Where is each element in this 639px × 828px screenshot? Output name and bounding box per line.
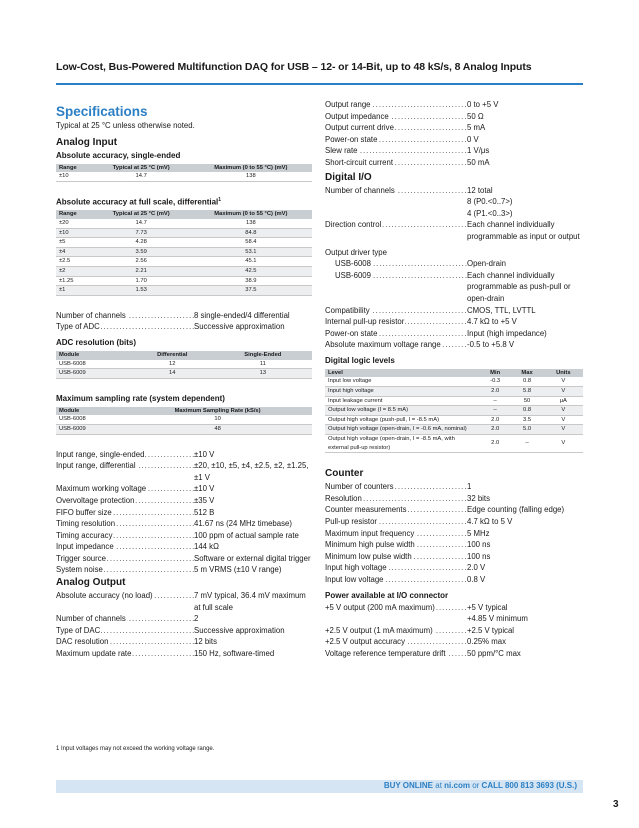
table-header: Module (56, 351, 131, 360)
max-sampling-rate-table (56, 407, 312, 435)
spec-row: Absolute accuracy (no load) ..... 7 mV typical, 36.4 mV maximum at full scale (56, 590, 312, 613)
table-cell: 38.9 (190, 276, 312, 286)
table-row (325, 396, 583, 406)
table-cell: 138 (190, 172, 312, 181)
table-cell: 14.7 (93, 172, 190, 181)
call-number: CALL 800 813 3693 (U.S.) (481, 781, 577, 790)
table-cell: 5.8 (510, 387, 543, 397)
footer-text: BUY ONLINE at ni.com or CALL 800 813 3693 (U.S.) (383, 781, 577, 790)
table-cell: 2.0 (480, 415, 511, 425)
power-heading: Power available at I/O connector (325, 590, 449, 600)
table-header: Units (544, 369, 583, 378)
table-cell: ±4 (56, 247, 93, 257)
spec-row: Number of channels ..... 2 (56, 613, 312, 625)
table-header: Level (325, 369, 480, 378)
spec-row-driver-6009: USB-6009 ..... Each channel individually programmable as push-pull or open-drain (325, 270, 583, 305)
spec-row: Input range, single-ended ..... ±10 V (56, 449, 312, 461)
footer-bar (56, 780, 583, 793)
buy-online-link[interactable]: BUY ONLINE (383, 781, 434, 790)
table-cell: USB-6008 (56, 415, 123, 424)
table-cell: 84.8 (190, 228, 312, 238)
spec-row: Compatibility ..... CMOS, TTL, LVTTL (325, 305, 583, 317)
table-row (325, 425, 583, 435)
spec-row: Minimum high pulse width ..... 100 ns (325, 539, 583, 551)
table-cell: 138 (190, 219, 312, 228)
table-header: Typical at 25 °C (mV) (93, 210, 190, 219)
table-cell: 45.1 (190, 257, 312, 267)
table-cell: 50 (510, 396, 543, 406)
table-row (325, 435, 583, 453)
table-row (325, 387, 583, 397)
spec-row: Minimum low pulse width ..... 100 ns (325, 551, 583, 563)
footnote: 1 Input voltages may not exceed the working voltage range. (56, 746, 215, 752)
spec-row-num-channels: Number of channels ..... 8 single-ended/4 differential (56, 310, 312, 322)
table-cell: V (544, 415, 583, 425)
spec-row: +5 V output (200 mA maximum) ..... +5 V typical +4.85 V minimum (325, 602, 583, 625)
spec-row: +2.5 V output accuracy ..... 0.25% max (325, 636, 583, 648)
table-cell: USB-6009 (56, 424, 123, 434)
table-cell: Input high voltage (325, 387, 480, 397)
left-column (56, 103, 312, 660)
table-row (56, 219, 312, 228)
spec-row: System noise ..... 5 m VRMS (±10 V range) (56, 564, 312, 576)
table-cell: ±10 (56, 172, 93, 181)
spec-row: Number of counters ..... 1 (325, 481, 583, 493)
spec-row-dio-channels: Number of channels ..... 12 total 8 (P0.<0..7>) 4 (P1.<0..3>) (325, 185, 583, 220)
spec-row-driver-6008: USB-6008 ..... Open-drain (325, 258, 583, 270)
spec-row: Short-circuit current ..... 50 mA (325, 157, 583, 169)
spec-row: Output impedance ..... 50 Ω (325, 111, 583, 123)
table-cell: 2.0 (480, 435, 511, 453)
table-row (56, 369, 312, 379)
table-cell: USB-6009 (56, 369, 131, 379)
table-cell: 0.8 (510, 377, 543, 386)
table-cell: 58.4 (190, 238, 312, 248)
specifications-title: Specifications (56, 104, 148, 119)
table-header: Maximum Sampling Rate (kS/s) (123, 407, 312, 416)
spec-row: Maximum input frequency ..... 5 MHz (325, 528, 583, 540)
spec-row: Voltage reference temperature drift ..... 50 ppm/°C max (325, 648, 583, 660)
table-row (325, 406, 583, 416)
table-header: Maximum (0 to 55 °C) (mV) (190, 164, 312, 173)
analog-output-heading: Analog Output (56, 577, 126, 589)
table-cell: Input low voltage (325, 377, 480, 386)
site-link[interactable]: ni.com (444, 781, 470, 790)
spec-row-adc-type: Type of ADC ..... Successive approximation (56, 321, 312, 333)
table-row (56, 286, 312, 296)
table-cell: ±1.25 (56, 276, 93, 286)
table-cell: 3.5 (510, 415, 543, 425)
counter-heading: Counter (325, 468, 364, 480)
table-header: Single-Ended (214, 351, 312, 360)
digital-logic-levels-heading: Digital logic levels (325, 355, 395, 365)
table-cell: V (544, 406, 583, 416)
table-cell: Output low voltage (I = 8.5 mA) (325, 406, 480, 416)
table-cell: 11 (214, 360, 312, 369)
table-row (56, 247, 312, 257)
table-cell: 42.5 (190, 267, 312, 277)
spec-row: Input impedance ..... 144 kΩ (56, 541, 312, 553)
table-cell: ±2.5 (56, 257, 93, 267)
table-cell: 14.7 (93, 219, 190, 228)
footnote-mark: 1 (218, 196, 222, 203)
table-row (56, 172, 312, 181)
table-cell: ±10 (56, 228, 93, 238)
table-cell: 48 (123, 424, 312, 434)
table-header: Range (56, 210, 93, 219)
table-cell: μA (544, 396, 583, 406)
header-rule (56, 83, 583, 85)
table-cell: ±5 (56, 238, 93, 248)
spec-row: Absolute maximum voltage range ..... -0.5 to +5.8 V (325, 339, 583, 351)
table-cell: 2.0 (480, 425, 511, 435)
table-header: Max (510, 369, 543, 378)
spec-row: Type of DAC ..... Successive approximation (56, 625, 312, 637)
table-cell: 53.1 (190, 247, 312, 257)
abs-accuracy-diff-table (56, 210, 312, 295)
table-header: Module (56, 407, 123, 416)
right-column (325, 99, 583, 660)
table-header: Range (56, 164, 93, 173)
adc-resolution-heading: ADC resolution (bits) (56, 337, 136, 347)
table-cell: Input leakage current (325, 396, 480, 406)
table-row (56, 267, 312, 277)
table-cell: – (480, 406, 511, 416)
spec-row: Resolution ..... 32 bits (325, 493, 583, 505)
table-cell: 14 (131, 369, 214, 379)
table-row (56, 424, 312, 434)
table-cell: 3.59 (93, 247, 190, 257)
table-cell: V (544, 387, 583, 397)
table-cell: 2.56 (93, 257, 190, 267)
adc-resolution-table (56, 351, 312, 379)
digital-io-heading: Digital I/O (325, 171, 372, 183)
table-row (56, 415, 312, 424)
table-cell: ±1 (56, 286, 93, 296)
spec-row: DAC resolution ..... 12 bits (56, 636, 312, 648)
spec-row: Timing accuracy ..... 100 ppm of actual sample rate (56, 530, 312, 542)
page-number: 3 (613, 799, 619, 810)
spec-row: Maximum update rate ..... 150 Hz, software-timed (56, 648, 312, 660)
page-header-title: Low-Cost, Bus-Powered Multifunction DAQ for USB – 12- or 14-Bit, up to 48 kS/s, 8 Analog Inputs (56, 61, 532, 73)
table-cell: Output high voltage (open-drain, I = -8.5 mA, with external pull-up resistor) (325, 435, 480, 453)
spec-row: +2.5 V output (1 mA maximum) ..... +2.5 V typical (325, 625, 583, 637)
table-cell: 1.53 (93, 286, 190, 296)
table-row (56, 238, 312, 248)
spec-row: Power-on state ..... 0 V (325, 134, 583, 146)
table-cell: 10 (123, 415, 312, 424)
spec-row: Maximum working voltage ..... ±10 V (56, 483, 312, 495)
table-cell: 0.8 (510, 406, 543, 416)
spec-row: Output current drive ..... 5 mA (325, 122, 583, 134)
spec-row: Power-on state ..... Input (high impedance) (325, 328, 583, 340)
spec-row: Timing resolution ..... 41.67 ns (24 MHz timebase) (56, 518, 312, 530)
table-cell: – (510, 435, 543, 453)
table-cell: -0.3 (480, 377, 511, 386)
spec-row: Output range ..... 0 to +5 V (325, 99, 583, 111)
table-cell: 13 (214, 369, 312, 379)
specifications-note: Typical at 25 °C unless otherwise noted. (56, 121, 195, 130)
spec-row: Internal pull-up resistor ..... 4.7 kΩ to +5 V (325, 316, 583, 328)
table-cell: 5.0 (510, 425, 543, 435)
table-row (56, 228, 312, 238)
table-cell: V (544, 425, 583, 435)
abs-accuracy-se-table (56, 164, 312, 182)
spec-row: Pull-up resistor ..... 4.7 kΩ to 5 V (325, 516, 583, 528)
table-cell: 2.21 (93, 267, 190, 277)
table-row (56, 257, 312, 267)
spec-row: Input high voltage ..... 2.0 V (325, 562, 583, 574)
abs-accuracy-diff-heading: Absolute accuracy at full scale, differential$^1$ (56, 196, 222, 207)
spec-row: Overvoltage protection ..... ±35 V (56, 495, 312, 507)
max-sampling-rate-heading: Maximum sampling rate (system dependent) (56, 393, 225, 403)
abs-accuracy-se-heading: Absolute accuracy, single-ended (56, 150, 181, 160)
spec-row-direction: Direction control ..... Each channel individually programmable as input or output (325, 219, 583, 242)
digital-logic-levels-table (325, 369, 583, 453)
spec-row: Counter measurements ..... Edge counting (falling edge) (325, 504, 583, 516)
table-cell: V (544, 435, 583, 453)
table-row (56, 276, 312, 286)
table-cell: – (480, 396, 511, 406)
table-cell: Output high voltage (push-pull, I = -8.5 mA) (325, 415, 480, 425)
table-cell: USB-6008 (56, 360, 131, 369)
table-cell: 37.5 (190, 286, 312, 296)
spec-row: FIFO buffer size ..... 512 B (56, 507, 312, 519)
table-header: Typical at 25 °C (mV) (93, 164, 190, 173)
table-row (325, 415, 583, 425)
spec-row: Input low voltage ..... 0.8 V (325, 574, 583, 586)
table-cell: V (544, 377, 583, 386)
table-cell: ±20 (56, 219, 93, 228)
table-row (56, 360, 312, 369)
table-cell: 1.70 (93, 276, 190, 286)
table-header: Maximum (0 to 55 °C) (mV) (190, 210, 312, 219)
table-header: Min (480, 369, 511, 378)
table-header: Differential (131, 351, 214, 360)
output-driver-label: Output driver type (325, 247, 387, 257)
spec-row: Input range, differential ..... ±20, ±10, ±5, ±4, ±2.5, ±2, ±1.25, ±1 V (56, 460, 312, 483)
table-cell: Output high voltage (open-drain, I = -0.6 mA, nominal) (325, 425, 480, 435)
analog-input-heading: Analog Input (56, 136, 118, 148)
spec-row: Slew rate ..... 1 V/μs (325, 145, 583, 157)
spec-row: Trigger source ..... Software or external digital trigger (56, 553, 312, 565)
table-cell: 4.28 (93, 238, 190, 248)
table-row (325, 377, 583, 386)
table-cell: 2.0 (480, 387, 511, 397)
table-cell: 7.73 (93, 228, 190, 238)
table-cell: 12 (131, 360, 214, 369)
table-cell: ±2 (56, 267, 93, 277)
